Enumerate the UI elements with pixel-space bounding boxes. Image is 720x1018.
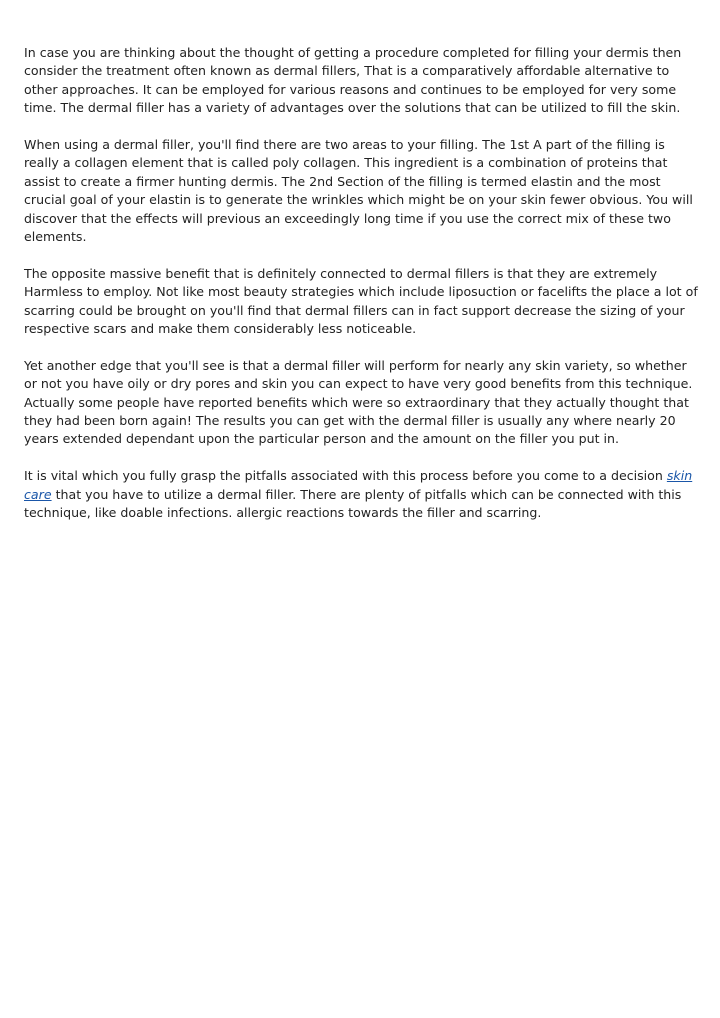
skin-care-link[interactable]: skin care	[24, 468, 693, 502]
paragraph-5-text-after-link: that you have to utilize a dermal filler. There are plenty of pitfalls which can be connected with this technique, like doable infections. allergic reactions towards the filler and scarring.	[24, 486, 682, 521]
paragraph-1: In case you are thinking about the thought of getting a procedure completed for filling your dermis then consider the treatment often known as dermal fillers, That is a comparatively affordable alternative to other approaches. It can be employed for various reasons and continues to be employed for very some time. The dermal filler has a variety of advantages over the solutions that can be utilized to fill the skin.	[24, 45, 682, 116]
document-body	[24, 44, 700, 541]
paragraph-2: When using a dermal filler, you'll find there are two areas to your filling. The 1st A part of the filling is really a collagen element that is called poly collagen. This ingredient is a combination of proteins that assist to create a firmer hunting dermis. The 2nd Section of the filling is termed elastin and the most crucial goal of your elastin is to generate the wrinkles which might be on your skin fewer obvious. You will discover that the effects will previous an exceedingly long time if you use the correct mix of these two elements.	[24, 137, 693, 245]
paragraph-5	[24, 467, 700, 522]
paragraph-5-text-before-link: It is vital which you fully grasp the pitfalls associated with this process before you come to a decision	[24, 468, 667, 484]
paragraph-3: The opposite massive benefit that is definitely connected to dermal fillers is that they are extremely Harmless to employ. Not like most beauty strategies which include liposuction or facelifts the place a lot of scarring could be brought on you'll find that dermal fillers can in fact support decrease the sizing of your respective scars and make them considerably less noticeable.	[24, 265, 698, 337]
paragraph-4: Yet another edge that you'll see is that a dermal filler will perform for nearly any skin variety, so whether or not you have oily or dry pores and skin you can expect to have very good benefits from this technique. Actually some people have reported benefits which were so extraordinary that they actually thought that they had been born again! The results you can get with the dermal filler is usually any where nearly 20 years extended dependant upon the particular person and the amount on the filler you put in.	[24, 357, 693, 447]
